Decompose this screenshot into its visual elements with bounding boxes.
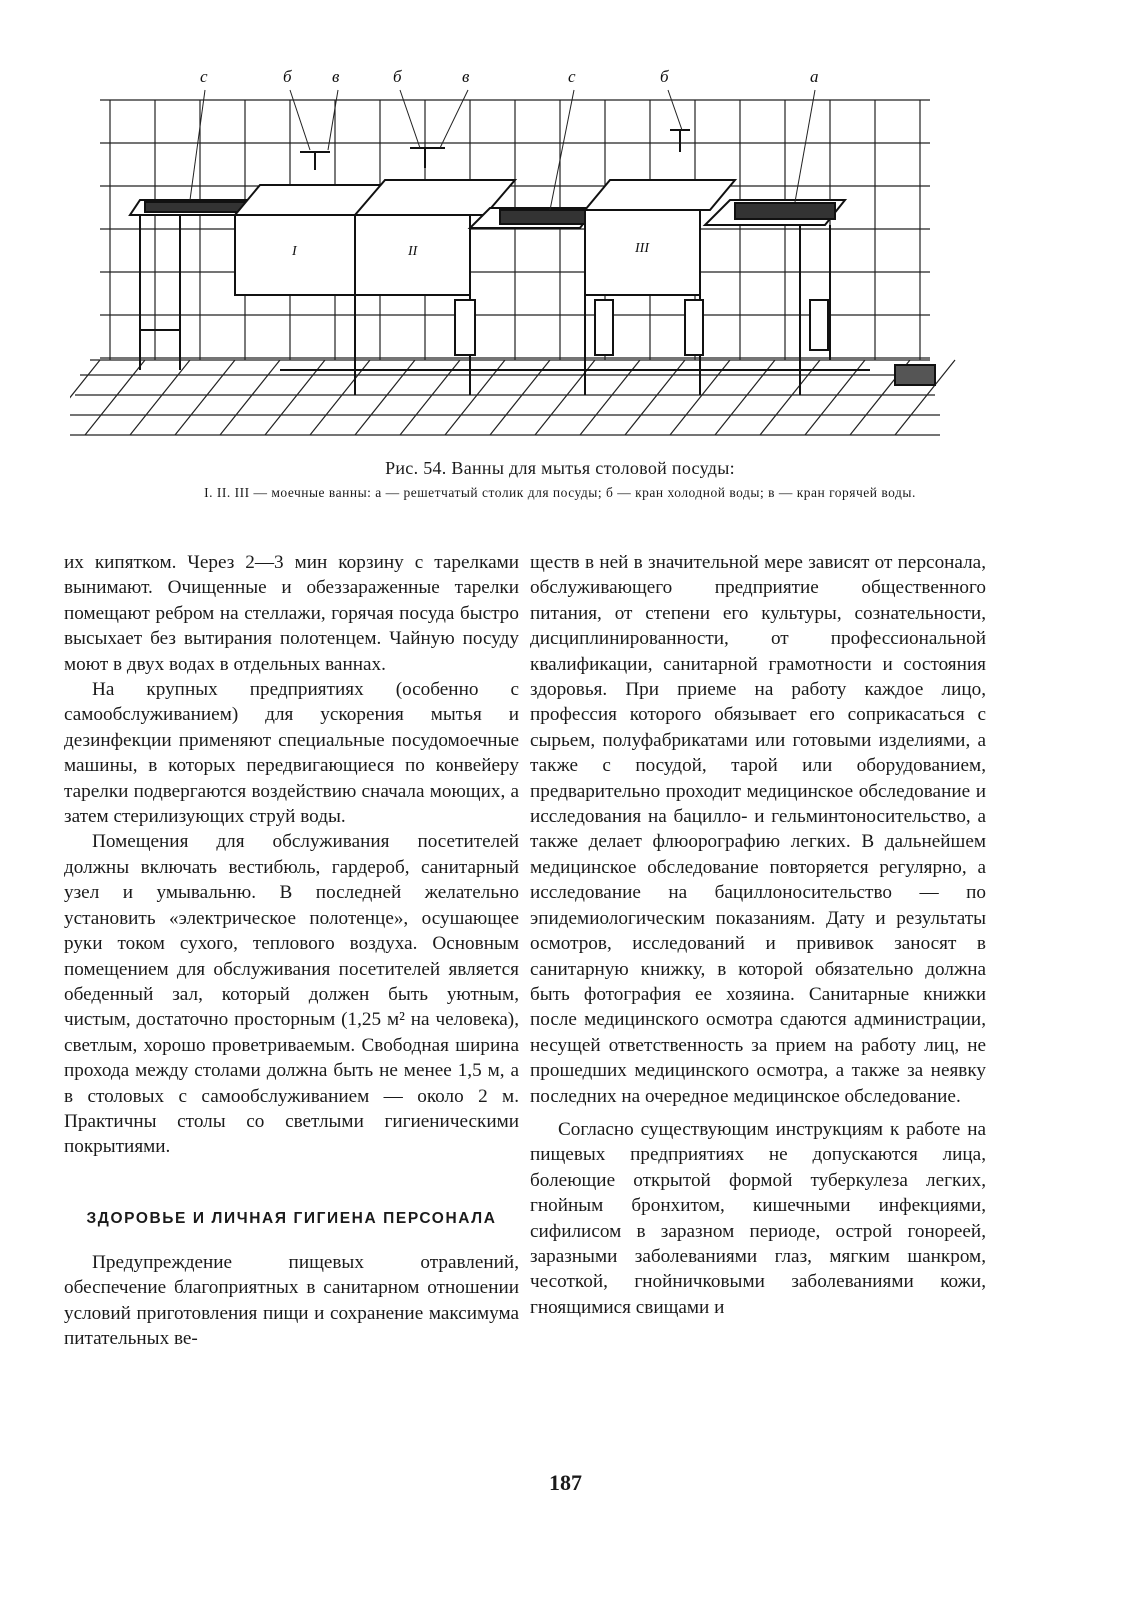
figure-label: б [283, 67, 292, 86]
tub-number: I [292, 244, 297, 259]
figure-label: в [462, 67, 470, 86]
figure-legend: I. II. III — моечные ванны: а — решетчатый столик для посуды; б — кран холодной воды; в — кран горячей воды. [204, 485, 916, 500]
figure-dishwashing-tubs [70, 60, 960, 450]
section-heading: ЗДОРОВЬЕ И ЛИЧНАЯ ГИГИЕНА ПЕРСОНАЛА [86, 1209, 497, 1227]
paragraph: Предупреждение пищевых отравлений, обеспечение благоприятных в санитарном отношении условий приготовления пищи и сохранение максимума питательных ве- [64, 1251, 519, 1349]
paragraph: ществ в ней в значительной мере зависят от персонала, обслуживающего предприятие общественного питания, от степени его культуры, сознательности, дисциплинированности, от профессиональной квалификации, санитарной грамотности и состояния здоровья. При приеме на работу каждое лицо, профессия которого обязывает его соприкасаться с сырьем, полуфабрикатами или готовыми изделиями, а также с посудой, тарой или оборудованием, предварительно проходит медицинское обследование и исследования на бацилло- и гельминтоносительство, а также делает флюорографию легких. В дальнейшем медицинское обследование повторяется регулярно, а исследование на бациллоносительство — по эпидемиологическим показаниям. Дату и результаты осмотров, исследований и прививок заносят в санитарную книжку, в которой обязательно должна быть фотография ее хозяина. Санитарные книжки после медицинского осмотра сдаются администрации, несущей ответственность за прием на работу лиц, не прошедших медицинского осмотра, а также за неявку последних на очередное медицинское обследование. [530, 552, 986, 1107]
page-number: 187 [549, 1470, 582, 1495]
paragraph: их кипятком. Через 2—3 мин корзину с тарелками вынимают. Очищенные и обеззараженные тарелки помещают ребром на стеллажи, горячая посуда быстро высыхает без вытирания полотенцем. Чайную посуду моют в двух водах в отдельных ваннах. [64, 552, 519, 675]
figure-label: б [393, 67, 402, 86]
figure-caption: Рис. 54. Ванны для мытья столовой посуды: [385, 458, 735, 478]
right-column [530, 550, 986, 1320]
figure-label: с [568, 67, 576, 86]
paragraph: Помещения для обслуживания посетителей должны включать вестибюль, гардероб, санитарный узел и умывальню. В последней желательно установить «электрическое полотенце», осушающее руки током сухого, теплового воздуха. Основным помещением для обслуживания посетителей является обеденный зал, который должен быть уютным, чистым, достаточно просторным (1,25 м² на человека), светлым, хорошо проветриваемым. Свободная ширина прохода между столами должна быть не менее 1,5 м, а в столовых с самообслуживанием — около 2 м. Практичны столы со светлыми гигиеническими покрытиями. [64, 831, 519, 1158]
left-column [64, 550, 519, 1351]
paragraph: На крупных предприятиях (особенно с самообслуживанием) для ускорения мытья и дезинфекции применяют специальные посудомоечные машины, в которых передвигающиеся по конвейеру тарелки подвергаются воздействию сначала моющих, а затем стерилизующих струй воды. [64, 679, 519, 828]
wall-tiles [100, 100, 930, 360]
figure-label: с [200, 67, 208, 86]
figure-label: а [810, 67, 819, 86]
paragraph: Согласно существующим инструкциям к работе на пищевых предприятиях не допускаются лица, болеющие открытой формой туберкулеза легких, гнойным бронхитом, кишечными инфекциями, сифилисом в заразном периоде, острой гонореей, заразными заболеваниями глаз, мягким шанкром, чесоткой, гнойничковыми заболеваниями кожи, гноящимися свищами и [530, 1118, 986, 1318]
figure-label: б [660, 67, 669, 86]
tub-number: III [635, 241, 649, 256]
figure-drawing [70, 60, 960, 450]
tub-number: II [408, 244, 418, 259]
figure-label: в [332, 67, 340, 86]
